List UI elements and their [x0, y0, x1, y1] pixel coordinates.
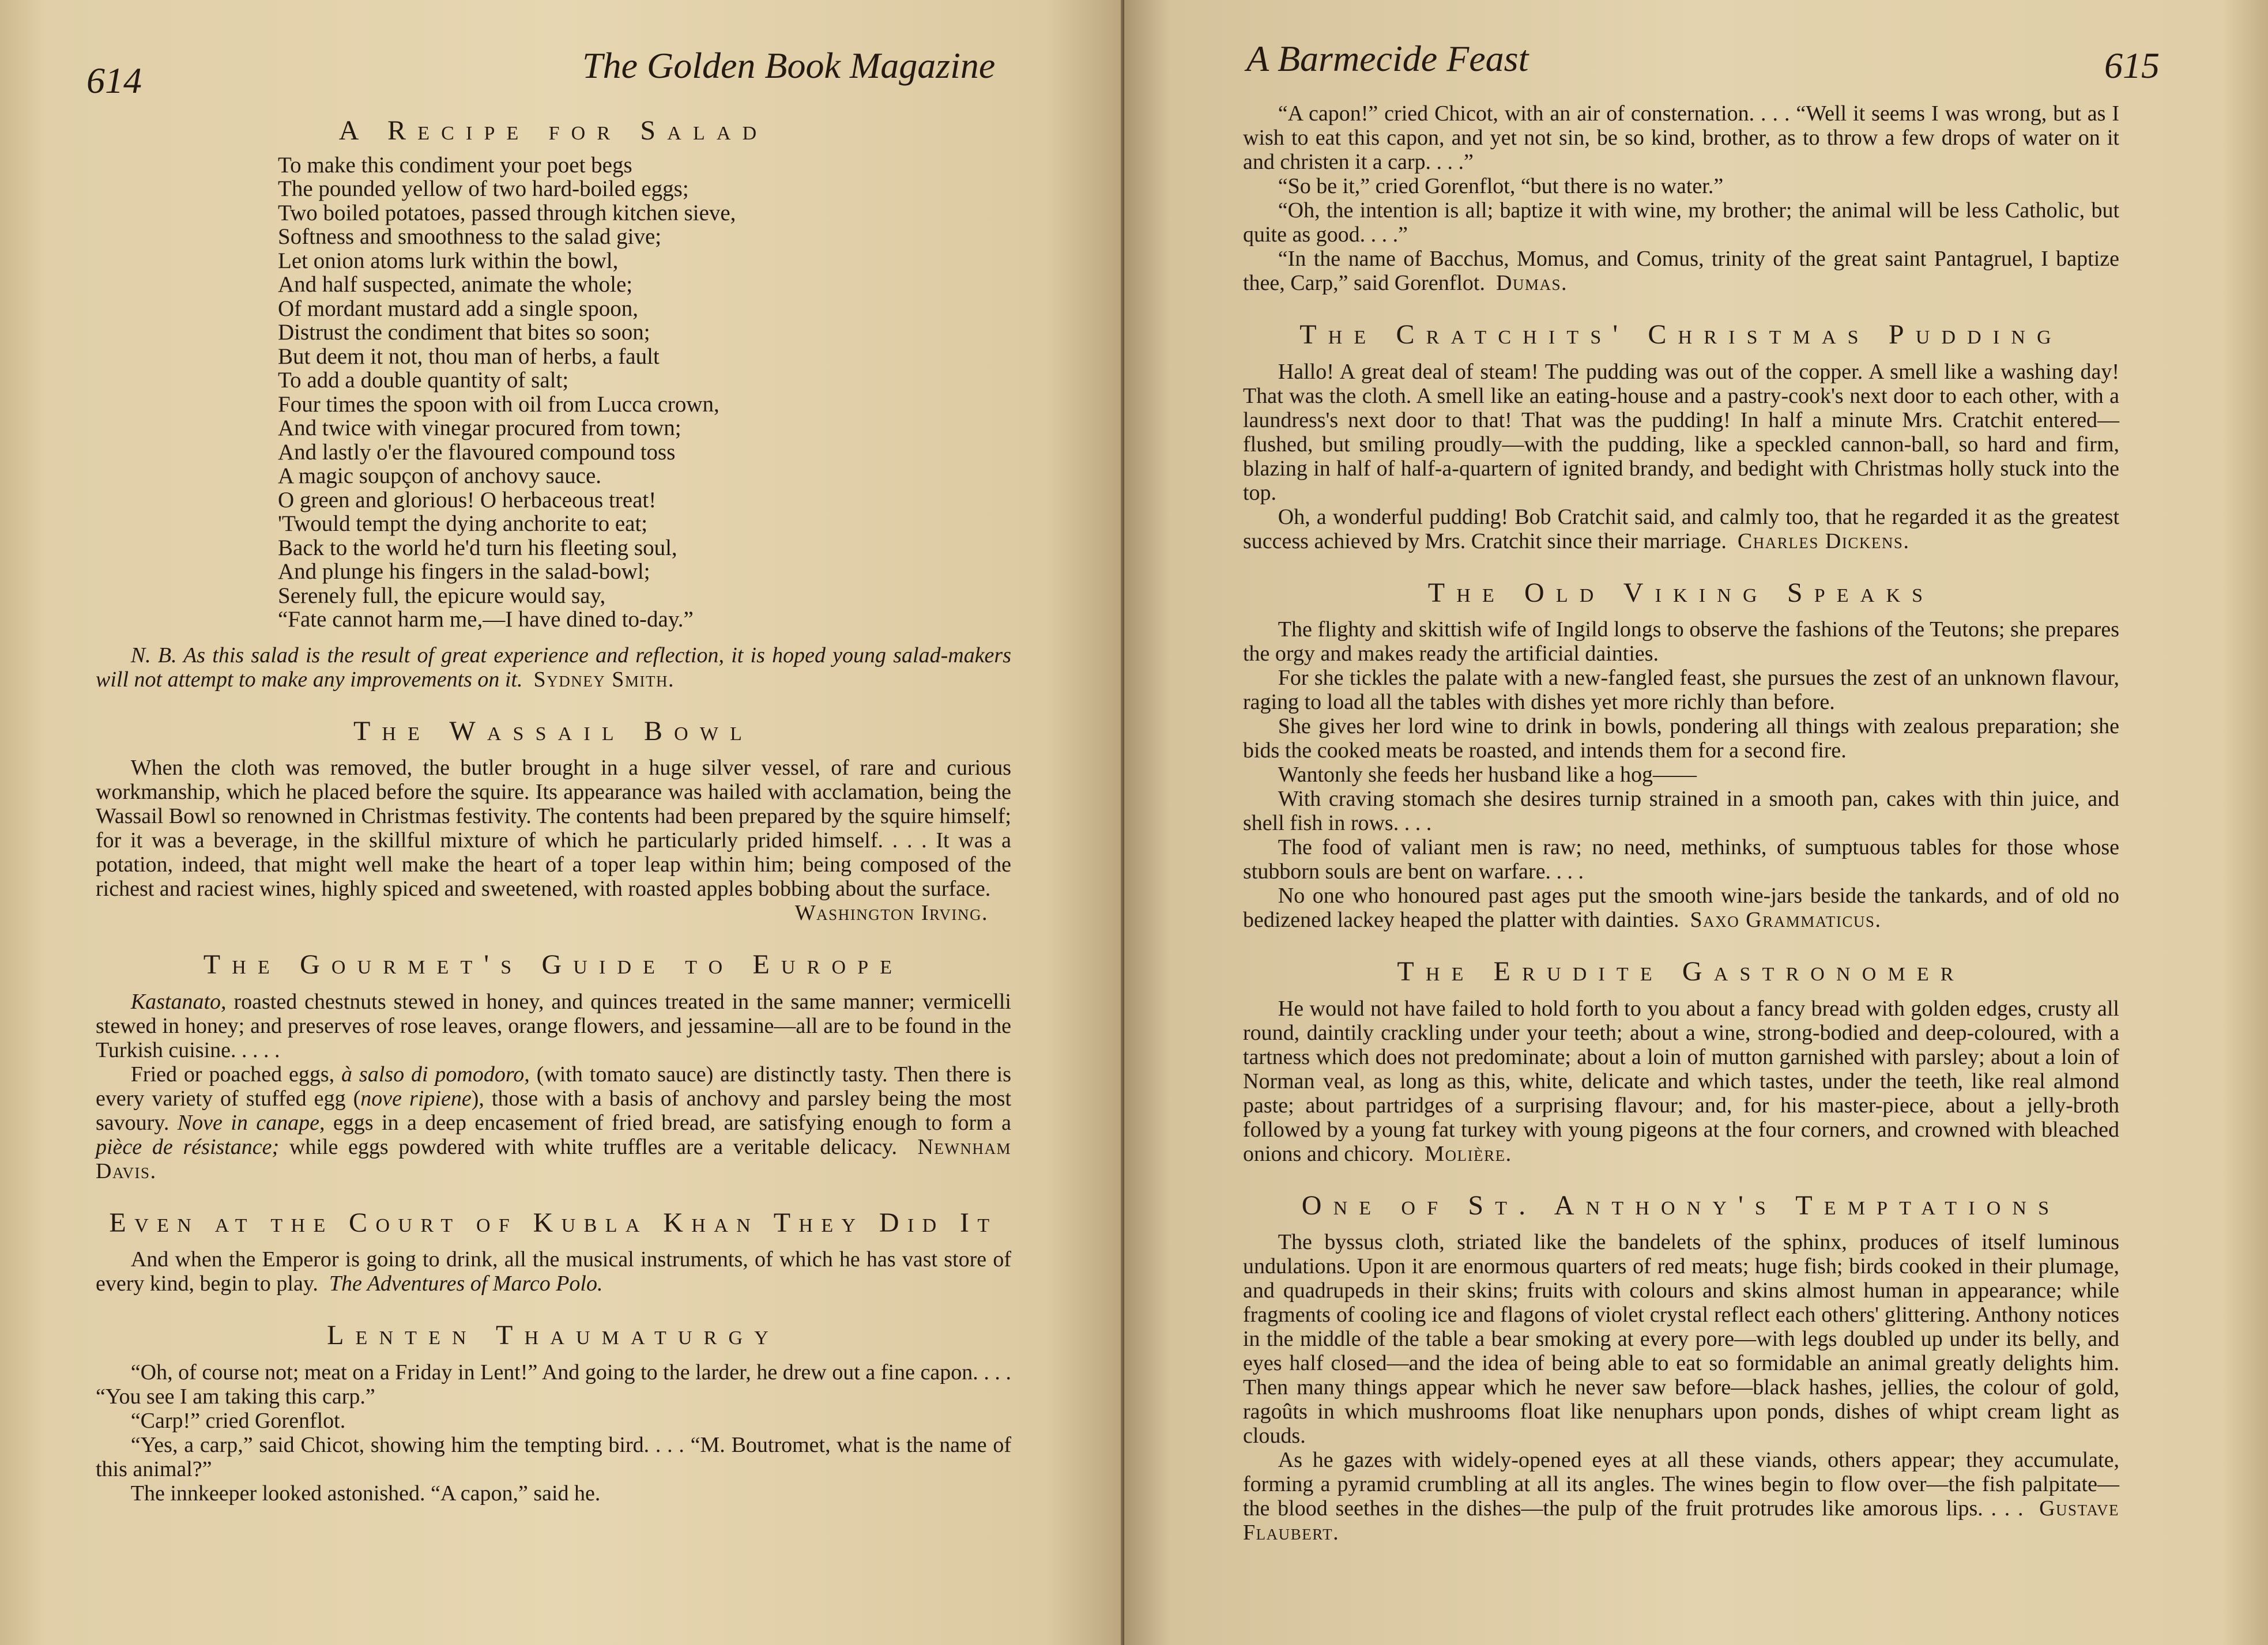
- poem-line: Of mordant mustard add a single spoon,: [278, 296, 638, 321]
- poem-line: Let onion atoms lurk within the bowl,: [278, 248, 619, 273]
- right-column: [1243, 101, 2119, 1545]
- poem-line: But deem it not, thou man of herbs, a fault: [278, 344, 660, 369]
- barmecide-attribution: Dumas.: [1495, 271, 1568, 295]
- cratchits-paragraph: Hallo! A great deal of steam! The pudding was out of the copper. A smell like a washing day! That was the cloth. A smell like an eating-house and a pastry-cook's next door to each other, with a laundress's next door to that! That was the pudding! In half a minute Mrs. Cratchit entered—flushed, but smiling proudly—with the pudding, like a speckled cannon-ball, so hard and firm, blazing in half of half-a-quartern of ignited brandy, and bedight with Christmas holly stuck into the top.: [1243, 359, 2119, 505]
- barmecide-section: [1243, 101, 2119, 295]
- poem-line: Two boiled potatoes, passed through kitchen sieve,: [278, 200, 736, 225]
- poem-line: The pounded yellow of two hard-boiled eggs;: [278, 176, 689, 202]
- kubla-text: And when the Emperor is going to drink, all the musical instruments, of which he has vast store of every kind, begin to play.: [96, 1247, 1011, 1296]
- viking-text: No one who honoured past ages put the smooth wine-jars beside the tankards, and of old no bedizened lackey heaped the platter with dainties.: [1243, 884, 2119, 933]
- poem-line: A magic soupçon of anchovy sauce.: [278, 463, 602, 489]
- viking-paragraph: She gives her lord wine to drink in bowls, pondering all things with zealous preparation; she bids the cooked meats be roasted, and intends them for a second fire.: [1243, 714, 2119, 763]
- poem-line: 'Twould tempt the dying anchorite to eat;: [278, 511, 648, 537]
- gourmet-paragraph-2: [96, 1062, 1011, 1183]
- poem-line: O green and glorious! O herbaceous treat!: [278, 487, 657, 512]
- poem-line: And half suspected, animate the whole;: [278, 272, 633, 297]
- viking-paragraph: [1243, 884, 2119, 932]
- gourmet-text: Fried or poached eggs,: [130, 1062, 342, 1086]
- kubla-section: [96, 1206, 1011, 1296]
- viking-paragraph: With craving stomach she desires turnip strained in a smooth pan, cakes with thin juice, and shell fish in rows. . . .: [1243, 787, 2119, 836]
- gourmet-term: Nove in canape,: [177, 1110, 325, 1135]
- poem-line: “Fate cannot harm me,—I have dined to-day.”: [278, 607, 694, 632]
- lenten-paragraph: “Oh, of course not; meat on a Friday in Lent!” And going to the larder, he drew out a fine capon. . . . “You see I am taking this carp.”: [96, 1360, 1011, 1409]
- poem-line: Serenely full, the epicure would say,: [278, 583, 606, 608]
- wassail-attribution: Washington Irving.: [794, 901, 988, 926]
- wassail-text: When the cloth was removed, the butler brought in a huge silver vessel, of rare and curious workmanship, which he placed before the squire. Its appearance was hailed with acclamation, being the Wassail Bowl so renowned in Christmas festivity. The contents had been prepared by the squire himself; for it was a beverage, in the skillful mixture of which he particularly prided himself. . . . It was a potation, indeed, that might well make the heart of a toper leap within him; being composed of the richest and raciest wines, highly spiced and sweetened, with roasted apples bobbing about the surface.: [96, 756, 1011, 901]
- viking-attribution: Saxo Grammaticus.: [1690, 908, 1882, 933]
- viking-section: [1243, 576, 2119, 933]
- kubla-paragraph: [96, 1247, 1011, 1296]
- erudite-heading: The Erudite Gastronomer: [1397, 956, 1965, 987]
- poem-line: And lastly o'er the flavoured compound toss: [278, 439, 676, 465]
- poem-line: And plunge his fingers in the salad-bowl;: [278, 559, 650, 584]
- barmecide-paragraph: [1243, 247, 2119, 295]
- poem-line: And twice with vinegar procured from town;: [278, 416, 681, 441]
- poem-line: To make this condiment your poet begs: [278, 152, 632, 178]
- poem-line: Softness and smoothness to the salad give;: [278, 224, 662, 250]
- erudite-section: [1243, 955, 2119, 1166]
- cratchits-heading: The Cratchits' Christmas Pudding: [1299, 319, 2063, 350]
- viking-heading: The Old Viking Speaks: [1427, 577, 1935, 608]
- gourmet-term: à salso di pomodoro,: [341, 1062, 530, 1086]
- gourmet-attribution: Newnham Davis.: [96, 1134, 1011, 1183]
- recipe-heading: A Recipe for Salad: [338, 115, 768, 146]
- running-title-right: A Barmecide Feast: [1246, 38, 1529, 79]
- lenten-paragraph: “Yes, a carp,” said Chicot, showing him the tempting bird. . . . “M. Boutromet, what is the name of this animal?”: [96, 1432, 1011, 1481]
- page-number-left: 614: [86, 60, 142, 101]
- kubla-source: The Adventures of Marco Polo.: [329, 1272, 603, 1296]
- anthony-text: As he gazes with widely-opened eyes at all these viands, others appear; they accumulate, forming a pyramid crumbling at all its angles. The wines begin to flow over—the fish palpitate—the blood seethes in the dishes—the pulp of the fruit protrudes like amorous lips. . . .: [1243, 1448, 2119, 1521]
- erudite-paragraph: [1243, 997, 2119, 1166]
- gourmet-text: ), those with a basis of anchovy and parsley being the most savoury.: [96, 1086, 1011, 1135]
- gourmet-paragraph-1: [96, 990, 1011, 1062]
- anthony-section: [1243, 1189, 2119, 1545]
- left-page: [0, 0, 1124, 1645]
- viking-paragraph: The food of valiant men is raw; no need, methinks, of sumptuous tables for those whose stubborn souls are bent on warfare. . . .: [1243, 835, 2119, 884]
- viking-paragraph: For she tickles the palate with a new-fangled feast, she pursues the zest of an unknown flavour, raging to load all the tables with dishes yet more richly than before.: [1243, 666, 2119, 715]
- gourmet-text: (with tomato sauce) are distinctly tasty. Then there is every variety of stuffed egg (: [96, 1062, 1011, 1111]
- gourmet-term: Kastanato,: [130, 989, 227, 1014]
- right-page: [1124, 0, 2268, 1645]
- gourmet-term: nove ripiene: [360, 1086, 472, 1111]
- anthony-paragraph: [1243, 1448, 2119, 1545]
- lenten-heading: Lenten Thaumaturgy: [327, 1320, 780, 1351]
- gourmet-section: [96, 948, 1011, 1183]
- erudite-text: He would not have failed to hold forth to you about a fancy bread with golden edges, crusty all round, daintily crackling under your teeth; about a wine, strong-bodied and deep-coloured, with a tartness which does not predominate; about a loin of mutton garnished with parsley; about a loin of Norman veal, as long as this, white, delicate and which tastes, under the teeth, like real almond paste; about partridges of a surprising flavour; and, for his master-piece, about a jelly-broth followed by a young fat turkey with young pigeons at the four corners, and crowned with bleached onions and chicory.: [1243, 996, 2119, 1166]
- poem-line: Back to the world he'd turn his fleeting soul,: [278, 535, 677, 560]
- poem-line: To add a double quantity of salt;: [278, 368, 569, 393]
- recipe-note-text: N. B. As this salad is the result of great experience and reflection, it is hoped young salad-makers will not attempt to make any improvements on it.: [96, 643, 1011, 692]
- running-title-left: The Golden Book Magazine: [582, 45, 996, 86]
- lenten-paragraph: “Carp!” cried Gorenflot.: [130, 1408, 346, 1433]
- lenten-paragraph: The innkeeper looked astonished. “A capon,” said he.: [130, 1481, 601, 1506]
- recipe-section: [96, 114, 1011, 692]
- kubla-heading: Even at the Court of Kubla Khan They Did It: [109, 1207, 998, 1238]
- barmecide-paragraph: “A capon!” cried Chicot, with an air of consternation. . . . “Well it seems I was wrong, but as I wish to eat this capon, and yet not sin, be so kind, brother, as to throw a few drops of water on it and christen it a carp. . . .”: [1243, 101, 2119, 174]
- anthony-attribution: Gustave Flaubert.: [1243, 1496, 2120, 1545]
- page-number-right: 615: [2104, 45, 2160, 86]
- lenten-section: [96, 1319, 1011, 1506]
- gourmet-text: while eggs powdered with white truffles are a veritable delicacy.: [279, 1134, 898, 1159]
- viking-paragraph: Wantonly she feeds her husband like a hog——: [1278, 763, 1697, 787]
- recipe-note: [96, 643, 1011, 692]
- left-column: [96, 108, 1011, 1506]
- anthony-heading: One of St. Anthony's Temptations: [1301, 1190, 2061, 1221]
- cratchits-text: Oh, a wonderful pudding! Bob Cratchit said, and calmly too, that he regarded it as the greatest success achieved by Mrs. Cratchit since their marriage.: [1243, 504, 2119, 553]
- erudite-attribution: Molière.: [1425, 1141, 1512, 1166]
- poem-line: Distrust the condiment that bites so soon;: [278, 320, 650, 345]
- gourmet-text: eggs in a deep encasement of fried bread, are satisfying enough to form a: [325, 1110, 1011, 1135]
- cratchits-attribution: Charles Dickens.: [1737, 529, 1910, 553]
- barmecide-text: “In the name of Bacchus, Momus, and Comus, trinity of the great saint Pantagruel, I baptize thee, Carp,” said Gorenflot.: [1243, 247, 2119, 295]
- gourmet-heading: The Gourmet's Guide to Europe: [203, 949, 904, 980]
- wassail-section: [96, 715, 1011, 926]
- anthony-paragraph: The byssus cloth, striated like the bandelets of the sphinx, produces of itself luminous undulations. Upon it are enormous quarters of red meats; huge fish; birds cooked in their plumage, and quadrupeds in their skins; fruits with colours and skins almost human in appearance; while fragments of cooling ice and flagons of violet crystal reflect each others' glittering. Anthony notices in the middle of the table a bear smoking at every pore—with legs doubled up under its belly, and eyes half closed—and the idea of being able to eat so formidable an animal greatly delights him. Then many things appear which he never saw before—black hashes, jellies, the colour of gold, ragoûts in which mushrooms float like nenuphars upon ponds, dishes of whipt cream light as clouds.: [1243, 1230, 2119, 1448]
- barmecide-paragraph: “So be it,” cried Gorenflot, “but there is no water.”: [1278, 174, 1724, 198]
- poem-line: Four times the spoon with oil from Lucca crown,: [278, 391, 719, 417]
- recipe-poem: [278, 153, 1011, 632]
- wassail-heading: The Wassail Bowl: [353, 715, 754, 746]
- barmecide-paragraph: “Oh, the intention is all; baptize it with wine, my brother; the animal will be less Catholic, but quite as good. . . .”: [1243, 198, 2119, 247]
- cratchits-paragraph: [1243, 505, 2119, 553]
- cratchits-section: [1243, 318, 2119, 553]
- gourmet-text: roasted chestnuts stewed in honey, and quinces treated in the same manner; vermicelli stewed in honey; and preserves of rose leaves, orange flowers, and jessamine—all are to be found in the Turkish cuisine. . . . .: [96, 989, 1011, 1062]
- gourmet-term: pièce de résistance;: [96, 1134, 280, 1159]
- recipe-attribution: Sydney Smith.: [533, 667, 675, 692]
- viking-paragraph: The flighty and skittish wife of Ingild longs to observe the fashions of the Teutons; she prepares the orgy and makes ready the artificial dainties.: [1243, 617, 2119, 666]
